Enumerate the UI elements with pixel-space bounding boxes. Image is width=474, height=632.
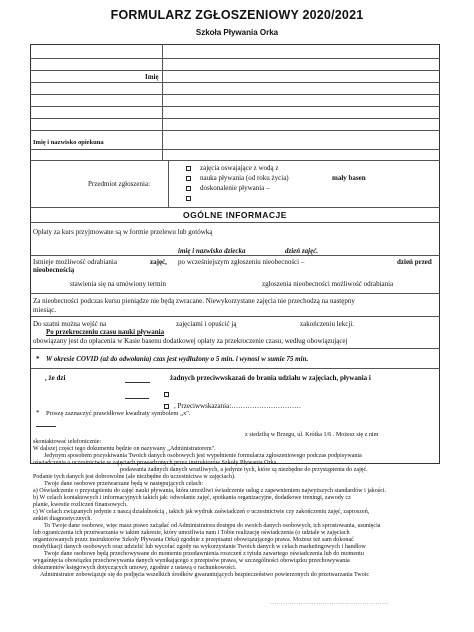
absence-text-c: po wcześniejszym zgłoszeniu nieobecności – <box>178 258 305 266</box>
footnote-rule <box>36 426 56 427</box>
option-checkbox-other[interactable] <box>186 196 191 201</box>
locker-text-c: zakończeniu lekcji. <box>300 320 355 328</box>
guardian-label: Imię i nazwisko opiekuna <box>33 139 104 146</box>
contra-checkbox-none[interactable] <box>164 392 169 397</box>
absence-text-3a: stawienia się na umówiony termin <box>70 280 167 288</box>
declaration-text-a: , że dzi <box>45 374 66 382</box>
locker-text-b: zajęciami i opuścić ją <box>176 320 237 328</box>
option-water-label: zajęcia oswajające z wodą z <box>200 164 279 172</box>
overtime-text: obowiązany jest do opłacenia w Kasie basenu dodatkowej opłaty za przekroczenie czasu, według obowiązującej <box>33 337 348 345</box>
declaration-blank[interactable] <box>125 382 150 383</box>
rodo-line-0: z siedzibą w Brzegu, ul. Krótka 1/6 . Możesz się z nim <box>245 432 379 438</box>
rodo-line-20: Administrator zobowiązuje się do podjęcia wszelkich środków gwarantujących bezpieczeństwo powierzonych do przetwarzania Twoic <box>40 572 370 578</box>
payment-text: Opłaty za kurs przyjmowane są w formie przelewu lub gotówką <box>33 228 213 236</box>
rodo-line-8: a) Oświadczenie o przystąpieniu do zajęć nauki pływania, która umożliwi świadczenie usług z zapewnieniem najwyższych standardów i jakości. <box>33 488 387 494</box>
option-checkbox-water[interactable] <box>186 166 191 171</box>
school-name: Szkoła Pływania Orka <box>195 28 279 37</box>
contra-checkbox-some[interactable] <box>164 404 169 409</box>
rodo-line-4: oświadczenia o uczestnictwie w zajęciach prowadzonych przez instruktorów Szkoły Pływania Orka. <box>33 460 278 466</box>
absence-text-b: zajęć, <box>150 258 167 266</box>
rodo-line-12: ankiet diagnostycznych. <box>33 516 92 522</box>
option-checkbox-improve[interactable] <box>186 186 191 191</box>
absence-text-d: dzień przed <box>397 258 432 266</box>
footnote-text: Proszę zaznaczyć prawidłowe kwadraty symbolem „x". <box>46 410 191 417</box>
rodo-line-16: modyfikacji danych osobowych oraz udzielić lub wycofać zgody na wykorzystanie Twoich danych w celach marketingowych i handlow <box>33 544 366 550</box>
option-improve-label: doskonalenie pływania – <box>200 184 270 192</box>
overtime-title: Po przekroczeniu czasu nauki pływania <box>46 328 165 336</box>
payment-title-day: dzień zajęć. <box>285 247 319 255</box>
declaration-text-b: żadnych przeciwwskazań do brania udziału w zajęciach, pływania i <box>170 374 371 382</box>
absence-text-3b: zgłoszenia nieobecności możliwość odrabiania <box>262 280 394 288</box>
option-swim-label: nauka pływania (od roku życia) <box>200 174 289 182</box>
signature-line[interactable]: ……………………………………………… <box>270 600 389 606</box>
contra-blank[interactable] <box>125 398 149 399</box>
general-info-title: OGÓLNE INFORMACJE <box>183 210 287 220</box>
rodo-line-15: organizowanych przez instruktorów Szkoły Pływania Orka) zgodnie z przepisami obowiązującego prawa. Możesz też sam dokonać <box>33 537 354 543</box>
rodo-line-2: W dalszej części tego dokumentu będzie on nazywany „Administratorem". <box>33 446 216 452</box>
contra-text: , Przeciwwskazania:………………………… <box>174 402 302 410</box>
rodo-line-14: lub ograniczenia ich przetwarzania w takim zakresie, który umożliwia nam i Tobie realizację oświadczenia (o udziale w zajęciach <box>33 530 350 536</box>
rodo-line-11: c) W celach związanych jedynie z naszą działalnością , takich jak wydruk zaświadczeń o uczestnictwie czy zakończeniu zajęć, zaproszeń, <box>33 509 370 515</box>
covid-text: W okresie COVID (aż do odwołania) czas jest wydłużony o 5 min. i wynosi w sumie 75 min. <box>46 355 309 363</box>
rodo-line-1: skontaktować telefonicznie: <box>33 439 102 445</box>
no-refund-text-2: miesiąc. <box>33 306 57 314</box>
basin-label: mały basen <box>332 174 366 182</box>
absence-text-2: nieobecnością <box>33 266 75 274</box>
payment-title-name: imię i nazwisko dziecka <box>178 247 246 255</box>
rodo-line-9: b) W celach kontaktowych i informacyjnych takich jak: odwołanie zajęć, spotkania organizacyjne, dodatkowe treningi, zawody cz <box>33 495 351 501</box>
rodo-line-13: To Twoje dane osobowe, więc masz prawo zażądać od Administratora dostępu do swoich danych osobowych, ich sprostowania, usunięcia <box>44 523 381 529</box>
rodo-line-7: Twoje dane osobowe przetwarzane będą w następujących celach: <box>44 481 204 487</box>
locker-text-a: Do szatni można wejść na <box>33 320 107 328</box>
rodo-line-19: dokumentów księgowych dotyczących umowy, zgodnie z ustawą o rachunkowości. <box>33 565 237 571</box>
footnote-star: * <box>36 409 40 417</box>
rodo-line-6: Podanie tych danych jest dobrowolne (ale niezbędne do uczestnictwa w zajęciach). <box>33 474 236 480</box>
form-title: FORMULARZ ZGŁOSZENIOWY 2020/2021 <box>110 8 364 22</box>
absence-text-a: Istnieje możliwość odrabiania <box>33 258 117 266</box>
reported-label: Przedmiot zgłoszenia: <box>88 180 151 188</box>
rodo-line-18: wygaśnięcia obowiązku przechowywania danych wynikającego z przepisów prawa, w szczególności obowiązku przechowywania <box>33 558 350 564</box>
rodo-line-10: planie, kwestie rozliczeń finansowych. <box>33 502 128 508</box>
option-checkbox-swim[interactable] <box>186 176 191 181</box>
no-refund-text: Za nieobecności podczas kursu pieniądze nie będą zwracane. Niewykorzystane zajęcia nie przechodzą na następny <box>33 297 355 305</box>
rodo-line-17: Twoje dane osobowe będą przechowywane do momentu przedawnienia roszczeń z tytułu zawartego oświadczenia lub do momentu <box>44 551 364 557</box>
name-label: Imię <box>145 73 159 81</box>
covid-star: * <box>36 355 40 363</box>
rodo-line-5: podawania żadnych danych wrażliwych, a jedynie tych, które są niezbędne do przystąpienia do zajęć. <box>120 467 368 473</box>
rodo-line-3: Jedynym sposobem pozyskiwania Twoich danych osobowych jest wypełnienie formularza zgłoszeniowego podczas podpisywania <box>44 453 362 459</box>
